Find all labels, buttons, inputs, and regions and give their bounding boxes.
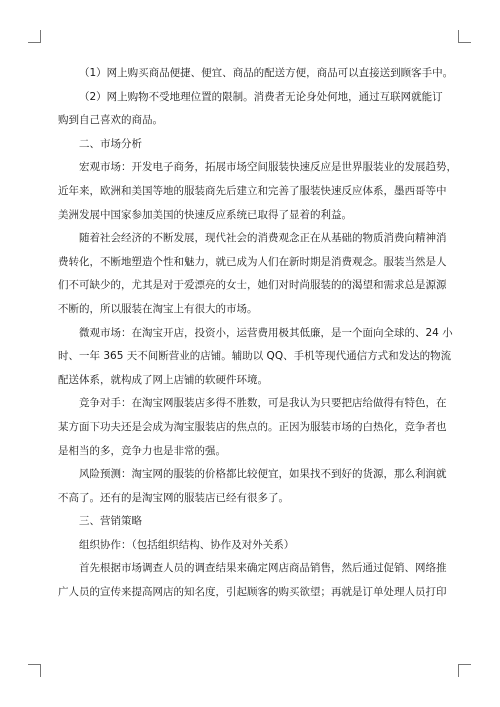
crop-mark-top-left	[28, 30, 41, 43]
text-line: 随着社会经济的不断发展，现代社会的消费观念正在从基础的物质消费向精神消	[79, 232, 447, 245]
crop-mark-bottom-right	[458, 664, 471, 677]
text-line: 组织协作：（包括组织结构、协作及对外关系）	[79, 538, 295, 551]
text-line: 美洲发展中国家参加美国的快速反应系统已取得了显着的利益。	[58, 208, 352, 221]
text-line: 首先根据市场调查人员的调查结果来确定网店商品销售，然后通过促销、网络推	[79, 562, 447, 575]
text-line: 不高了。还有的是淘宝网的服装店已经有很多了。	[58, 491, 289, 504]
text-line: 近年来，欧洲和美国等地的服装商先后建立和完善了服装快速反应体系，墨西哥等中	[58, 184, 447, 197]
text-line: 们不可缺少的，尤其是对于爱漂亮的女士，她们对时尚服装的的渴望和需求总是源源	[58, 279, 447, 292]
text-line: 三、营销策略	[79, 515, 142, 528]
text-line: 竞争对手：在淘宝网服装店多得不胜数，可是我认为只要把店给做得有特色，在	[79, 397, 447, 410]
text-line: （1）网上购买商品便捷、便宜、商品的配送方便，商品可以直接送到顾客手中。	[79, 67, 454, 79]
text-line: 某方面下功夫还是会成为淘宝服装店的焦点的。正因为服装市场的白热化，竞争者也	[58, 420, 447, 433]
text-line: 配送体系，就构成了网上店铺的软硬件环境。	[58, 373, 268, 386]
text-line: 时、一年 365 天不间断营业的店铺。辅助以 QQ、手机等现代通信方式和发达的物流	[58, 350, 452, 363]
crop-mark-bottom-left	[28, 664, 41, 677]
text-line: 购到自己喜欢的商品。	[58, 114, 163, 127]
text-line: 二、市场分析	[79, 137, 142, 150]
text-line: 广人员的宣传来提高网店的知名度，引起顾客的购买欲望；再就是订单处理人员打印	[58, 586, 447, 599]
text-line: 费转化，不断地塑造个性和魅力，就已成为人们在新时期是消费观念。服装当然是人	[58, 255, 447, 268]
text-line: 宏观市场：开发电子商务，拓展市场空间服装快速反应是世界服装业的发展趋势，	[79, 161, 457, 174]
text-line: （2）网上购物不受地理位置的限制。消费者无论身处何地，通过互联网就能订	[79, 90, 443, 103]
text-line: 不断的，所以服装在淘宝上有很大的市场。	[58, 302, 258, 315]
crop-mark-top-right	[458, 30, 471, 43]
document-body	[58, 62, 457, 605]
text-line: 微观市场：在淘宝开店，投资小，运营费用极其低廉，是一个面向全球的、24 小	[79, 326, 453, 339]
text-line: 风险预测：淘宝网的服装的价格都比较便宜，如果找不到好的货源，那么利润就	[79, 468, 447, 481]
text-line: 是相当的多，竞争力也是非常的强。	[58, 444, 226, 457]
